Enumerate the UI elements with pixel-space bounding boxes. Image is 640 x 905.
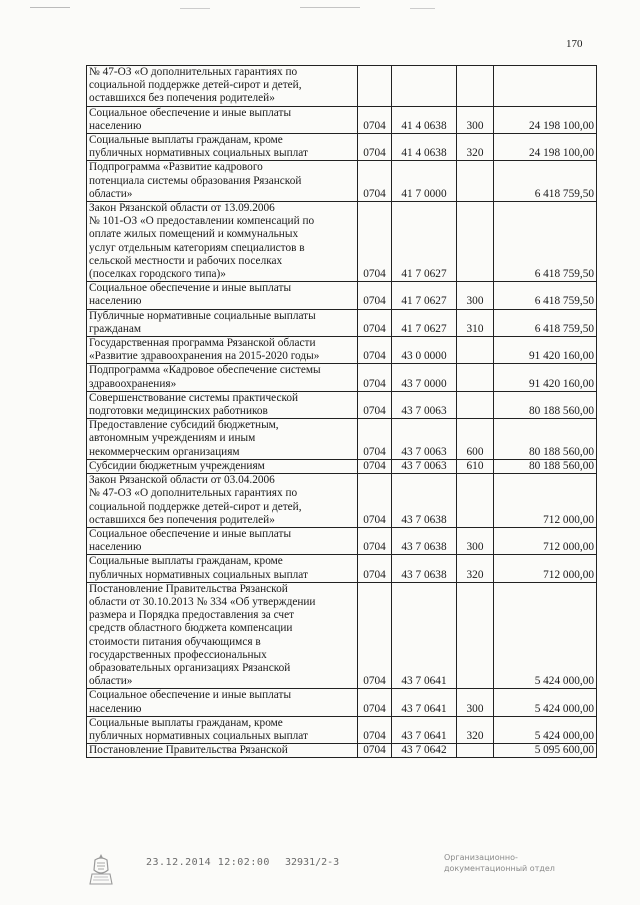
- section-code-cell: 0704: [358, 459, 392, 473]
- item-name-line: области»: [89, 675, 133, 688]
- item-name-cell: [87, 474, 358, 528]
- amount-cell: 5 424 000,00: [494, 716, 597, 743]
- item-name-line: Постановление Правительства Рязанской: [89, 582, 288, 595]
- amount-cell: 6 418 759,50: [494, 202, 597, 282]
- section-code-cell: 0704: [358, 582, 392, 689]
- article-code-cell: 43 7 0638: [392, 527, 457, 554]
- section-code-cell: 0704: [358, 689, 392, 716]
- article-code-cell: 43 7 0641: [392, 716, 457, 743]
- item-name-line: Социальные выплаты гражданам, кроме: [89, 716, 283, 729]
- item-name-line: «Развитие здравоохранения на 2015-2020 годы»: [89, 350, 320, 363]
- expense-type-cell: [457, 337, 494, 364]
- item-name-line: населению: [89, 541, 142, 554]
- item-name-line: № 101-ОЗ «О предоставлении компенсаций по: [89, 215, 315, 228]
- expense-type-cell: [457, 202, 494, 282]
- expense-type-cell: 600: [457, 419, 494, 460]
- item-name-cell: [87, 202, 358, 282]
- section-code-cell: 0704: [358, 744, 392, 758]
- section-code-cell: 0704: [358, 161, 392, 202]
- expense-type-cell: [457, 364, 494, 391]
- item-name-line: № 47-ОЗ «О дополнительных гарантиях по: [89, 66, 298, 78]
- amount-cell: 91 420 160,00: [494, 337, 597, 364]
- table-row: [87, 106, 597, 133]
- item-name-cell: [87, 282, 358, 309]
- table-row: [87, 161, 597, 202]
- budget-table: [86, 65, 597, 758]
- item-name-cell: [87, 134, 358, 161]
- table-row: [87, 459, 597, 473]
- article-code-cell: 43 7 0063: [392, 419, 457, 460]
- section-code-cell: 0704: [358, 282, 392, 309]
- table-row: [87, 66, 597, 107]
- item-name-line: Предоставление субсидий бюджетным,: [89, 419, 279, 432]
- expense-type-cell: [457, 582, 494, 689]
- section-code-cell: 0704: [358, 106, 392, 133]
- article-code-cell: 41 7 0627: [392, 282, 457, 309]
- expense-type-cell: 320: [457, 716, 494, 743]
- table-row: [87, 474, 597, 528]
- item-name-line: Постановление Правительства Рязанской: [89, 744, 288, 757]
- scan-speck-icon: [0, 7, 640, 13]
- amount-cell: 6 418 759,50: [494, 282, 597, 309]
- item-name-cell: [87, 161, 358, 202]
- table-row: [87, 555, 597, 582]
- section-code-cell: 0704: [358, 309, 392, 336]
- item-name-cell: [87, 419, 358, 460]
- article-code-cell: 41 4 0638: [392, 134, 457, 161]
- document-timestamp: 23.12.2014 12:02:00: [146, 857, 270, 868]
- amount-cell: 6 418 759,50: [494, 309, 597, 336]
- expense-type-cell: [457, 391, 494, 418]
- item-name-line: публичных нормативных социальных выплат: [89, 147, 308, 160]
- article-code-cell: 41 7 0000: [392, 161, 457, 202]
- expense-type-cell: 300: [457, 689, 494, 716]
- expense-type-cell: 300: [457, 527, 494, 554]
- article-code-cell: 43 7 0638: [392, 555, 457, 582]
- amount-cell: 5 095 600,00: [494, 744, 597, 758]
- amount-cell: 6 418 759,50: [494, 161, 597, 202]
- section-code-cell: 0704: [358, 474, 392, 528]
- expense-type-cell: 310: [457, 309, 494, 336]
- table-body: [87, 66, 597, 758]
- item-name-line: Социальные выплаты гражданам, кроме: [89, 134, 283, 147]
- table-row: [87, 391, 597, 418]
- article-code-cell: 43 7 0063: [392, 391, 457, 418]
- amount-cell: 24 198 100,00: [494, 134, 597, 161]
- article-code-cell: 43 7 0641: [392, 582, 457, 689]
- item-name-line: услуг отдельным категориям специалистов в: [89, 241, 305, 254]
- expense-type-cell: 300: [457, 106, 494, 133]
- document-id: 32931/2-3: [285, 857, 340, 868]
- item-name-line: Подпрограмма «Кадровое обеспечение системы: [89, 364, 321, 377]
- item-name-line: социальной поддержке детей-сирот и детей,: [89, 500, 302, 513]
- table-row: [87, 282, 597, 309]
- item-name-line: здравоохранения»: [89, 377, 177, 390]
- item-name-cell: [87, 555, 358, 582]
- table-row: [87, 134, 597, 161]
- item-name-cell: [87, 716, 358, 743]
- expense-type-cell: 610: [457, 459, 494, 473]
- amount-cell: 91 420 160,00: [494, 364, 597, 391]
- article-code-cell: 41 7 0627: [392, 309, 457, 336]
- table-row: [87, 716, 597, 743]
- item-name-line: публичных нормативных социальных выплат: [89, 568, 308, 581]
- article-code-cell: 43 7 0063: [392, 459, 457, 473]
- page-number: 170: [566, 38, 583, 50]
- item-name-line: государственных профессиональных: [89, 648, 267, 661]
- item-name-line: населению: [89, 119, 142, 132]
- amount-cell: 5 424 000,00: [494, 582, 597, 689]
- expense-type-cell: [457, 161, 494, 202]
- article-code-cell: 41 4 0638: [392, 106, 457, 133]
- item-name-cell: [87, 582, 358, 689]
- item-name-line: подготовки медицинских работников: [89, 405, 268, 418]
- section-code-cell: 0704: [358, 337, 392, 364]
- section-code-cell: 0704: [358, 527, 392, 554]
- expense-type-cell: [457, 66, 494, 107]
- article-code-cell: 43 7 0638: [392, 474, 457, 528]
- section-code-cell: 0704: [358, 202, 392, 282]
- item-name-line: социальной поддержке детей-сирот и детей,: [89, 79, 302, 92]
- item-name-line: средств областного бюджета компенсации: [89, 622, 293, 635]
- section-code-cell: 0704: [358, 391, 392, 418]
- item-name-line: Государственная программа Рязанской области: [89, 337, 316, 350]
- item-name-cell: [87, 66, 358, 107]
- item-name-line: стоимости питания обучающимся в: [89, 635, 261, 648]
- item-name-line: Социальные выплаты гражданам, кроме: [89, 555, 283, 568]
- section-code-cell: 0704: [358, 134, 392, 161]
- section-code-cell: 0704: [358, 716, 392, 743]
- item-name-line: Социальное обеспечение и иные выплаты: [89, 527, 292, 540]
- article-code-cell: 43 0 0000: [392, 337, 457, 364]
- item-name-line: области от 30.10.2013 № 334 «Об утверждении: [89, 595, 316, 608]
- item-name-line: № 47-ОЗ «О дополнительных гарантиях по: [89, 487, 298, 500]
- item-name-line: населению: [89, 702, 142, 715]
- section-code-cell: 0704: [358, 419, 392, 460]
- item-name-line: Социальное обеспечение и иные выплаты: [89, 106, 292, 119]
- item-name-line: Публичные нормативные социальные выплаты: [89, 309, 316, 322]
- item-name-cell: [87, 689, 358, 716]
- item-name-line: Закон Рязанской области от 13.09.2006: [89, 202, 275, 215]
- item-name-cell: [87, 337, 358, 364]
- expense-type-cell: 300: [457, 282, 494, 309]
- item-name-line: Закон Рязанской области от 03.04.2006: [89, 474, 275, 487]
- scan-artifacts: [0, 0, 640, 6]
- item-name-line: Подпрограмма «Развитие кадрового: [89, 161, 263, 174]
- section-code-cell: 0704: [358, 555, 392, 582]
- item-name-cell: [87, 391, 358, 418]
- article-code-cell: 43 7 0000: [392, 364, 457, 391]
- article-code-cell: [392, 66, 457, 107]
- amount-cell: 80 188 560,00: [494, 391, 597, 418]
- table-row: [87, 202, 597, 282]
- item-name-line: Социальное обеспечение и иные выплаты: [89, 282, 292, 295]
- table-row: [87, 309, 597, 336]
- article-code-cell: 43 7 0641: [392, 689, 457, 716]
- item-name-line: сельской местности и рабочих поселках: [89, 254, 283, 267]
- item-name-line: (поселках городского типа)»: [89, 268, 226, 281]
- item-name-cell: [87, 364, 358, 391]
- amount-cell: 24 198 100,00: [494, 106, 597, 133]
- expense-type-cell: [457, 744, 494, 758]
- expense-type-cell: 320: [457, 134, 494, 161]
- item-name-line: области»: [89, 187, 133, 200]
- table-row: [87, 419, 597, 460]
- table-row: [87, 744, 597, 758]
- amount-cell: 712 000,00: [494, 474, 597, 528]
- section-code-cell: 0704: [358, 364, 392, 391]
- table-row: [87, 337, 597, 364]
- expense-type-cell: 320: [457, 555, 494, 582]
- item-name-line: гражданам: [89, 322, 142, 335]
- table-row: [87, 527, 597, 554]
- amount-cell: [494, 66, 597, 107]
- item-name-line: оставшихся без попечения родителей»: [89, 513, 275, 526]
- item-name-cell: [87, 106, 358, 133]
- table-row: [87, 689, 597, 716]
- amount-cell: 80 188 560,00: [494, 419, 597, 460]
- item-name-line: потенциала системы образования Рязанской: [89, 174, 302, 187]
- item-name-line: населению: [89, 295, 142, 308]
- item-name-line: оставшихся без попечения родителей»: [89, 92, 275, 105]
- amount-cell: 5 424 000,00: [494, 689, 597, 716]
- coat-of-arms-icon: [88, 852, 114, 886]
- item-name-line: Социальное обеспечение и иные выплаты: [89, 689, 292, 702]
- item-name-line: некоммерческим организациям: [89, 445, 240, 458]
- item-name-line: Совершенствование системы практической: [89, 391, 299, 404]
- expense-type-cell: [457, 474, 494, 528]
- article-code-cell: 43 7 0642: [392, 744, 457, 758]
- item-name-line: образовательных организациях Рязанской: [89, 661, 291, 674]
- item-name-line: размера и Порядка предоставления за счет: [89, 609, 295, 622]
- item-name-cell: [87, 309, 358, 336]
- article-code-cell: 41 7 0627: [392, 202, 457, 282]
- item-name-cell: [87, 527, 358, 554]
- amount-cell: 712 000,00: [494, 555, 597, 582]
- document-footer: [0, 848, 640, 898]
- item-name-cell: [87, 459, 358, 473]
- item-name-line: автономным учреждениям и иным: [89, 432, 256, 445]
- item-name-line: Субсидии бюджетным учреждениям: [89, 459, 265, 472]
- item-name-line: оплате жилых помещений и коммунальных: [89, 228, 299, 241]
- item-name-cell: [87, 744, 358, 758]
- item-name-line: публичных нормативных социальных выплат: [89, 729, 308, 742]
- amount-cell: 80 188 560,00: [494, 459, 597, 473]
- department-stamp-line-2: документационный отдел: [444, 864, 555, 873]
- table-row: [87, 364, 597, 391]
- department-stamp-line-1: Организационно-: [444, 853, 518, 862]
- table-row: [87, 582, 597, 689]
- section-code-cell: [358, 66, 392, 107]
- amount-cell: 712 000,00: [494, 527, 597, 554]
